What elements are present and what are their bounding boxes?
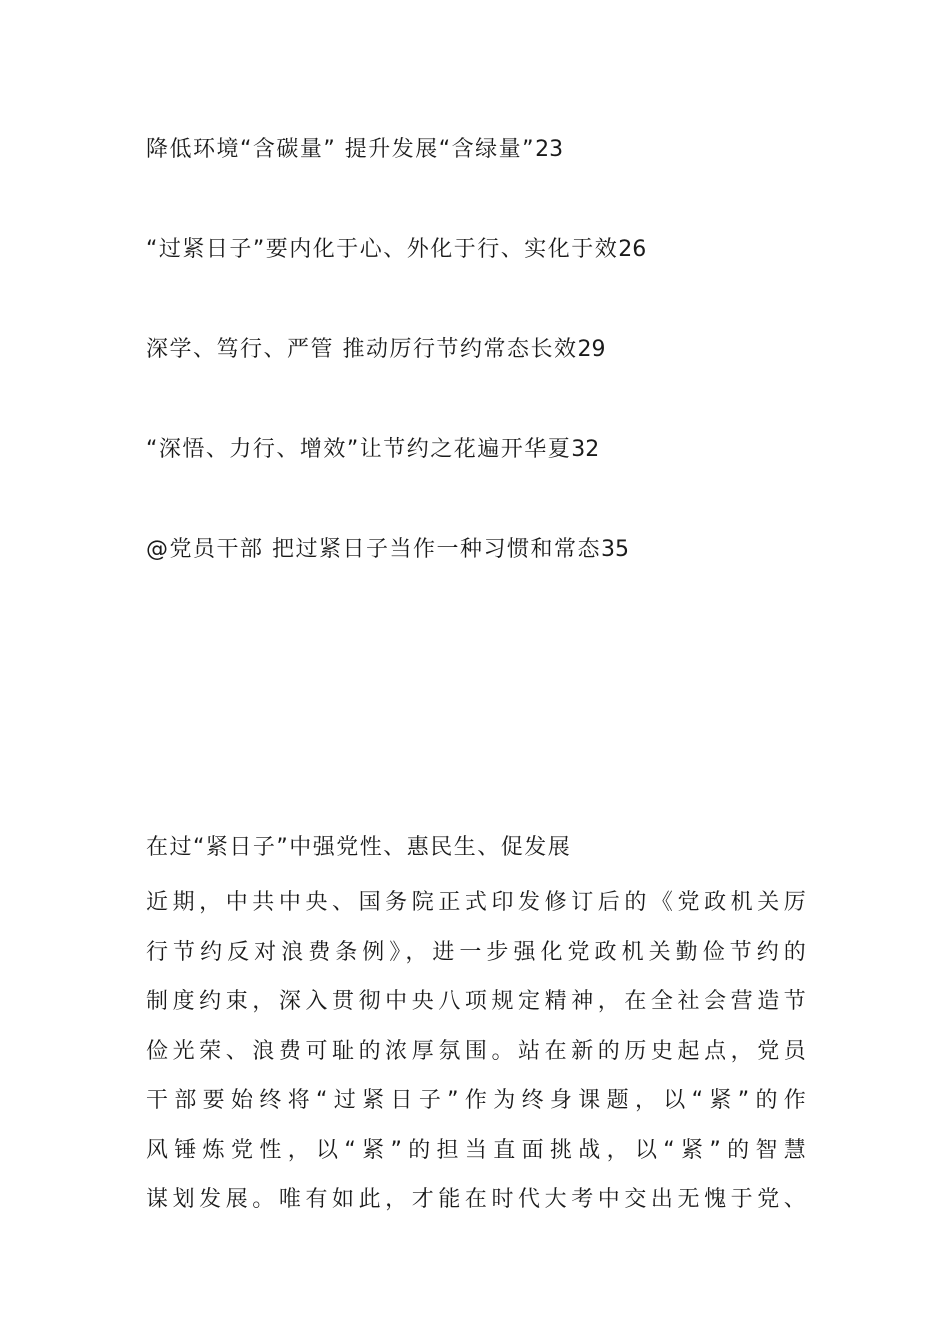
toc-entry[interactable] (146, 530, 846, 630)
toc-entry-page: 26 (618, 237, 647, 262)
article-line: 行节约反对浪费条例》，进一步强化党政机关勤俭节约的 (146, 939, 806, 965)
article-line: 干部要始终将“过紧日子”作为终身课题，以“紧”的作 (146, 1088, 806, 1113)
article-body (146, 878, 806, 1225)
article-line: 谋划发展。唯有如此，才能在时代大考中交出无愧于党、 (146, 1187, 806, 1212)
toc-entry-title: 降低环境“含碳量” 提升发展“含绿量” (146, 137, 536, 162)
article-line: 近期，中共中央、国务院正式印发修订后的《党政机关厉 (146, 890, 806, 915)
toc-entry[interactable] (146, 430, 846, 530)
toc-entry-title: “深悟、力行、增效”让节约之花遍开华夏 (146, 437, 572, 462)
toc-entry[interactable] (146, 330, 846, 430)
article (146, 828, 806, 1225)
article-title: 在过“紧日子”中强党性、惠民生、促发展 (146, 835, 572, 860)
toc-entry-page: 23 (535, 137, 564, 162)
toc-entry-title: “过紧日子”要内化于心、外化于行、实化于效 (146, 237, 619, 262)
toc-entry-title: 深学、笃行、严管 推动厉行节约常态长效 (146, 337, 578, 362)
article-line: 俭光荣、浪费可耻的浓厚氛围。站在新的历史起点，党员 (146, 1038, 806, 1064)
article-line: 风锤炼党性，以“紧”的担当直面挑战，以“紧”的智慧 (146, 1137, 806, 1163)
toc-entry[interactable] (146, 230, 846, 330)
table-of-contents (146, 130, 846, 630)
article-line: 制度约束，深入贯彻中央八项规定精神，在全社会营造节 (146, 989, 806, 1014)
toc-entry-page: 29 (577, 337, 606, 362)
toc-entry-page: 32 (571, 437, 600, 462)
toc-entry[interactable] (146, 130, 846, 230)
toc-entry-title: @党员干部 把过紧日子当作一种习惯和常态 (146, 537, 601, 562)
toc-entry-page: 35 (601, 537, 629, 562)
